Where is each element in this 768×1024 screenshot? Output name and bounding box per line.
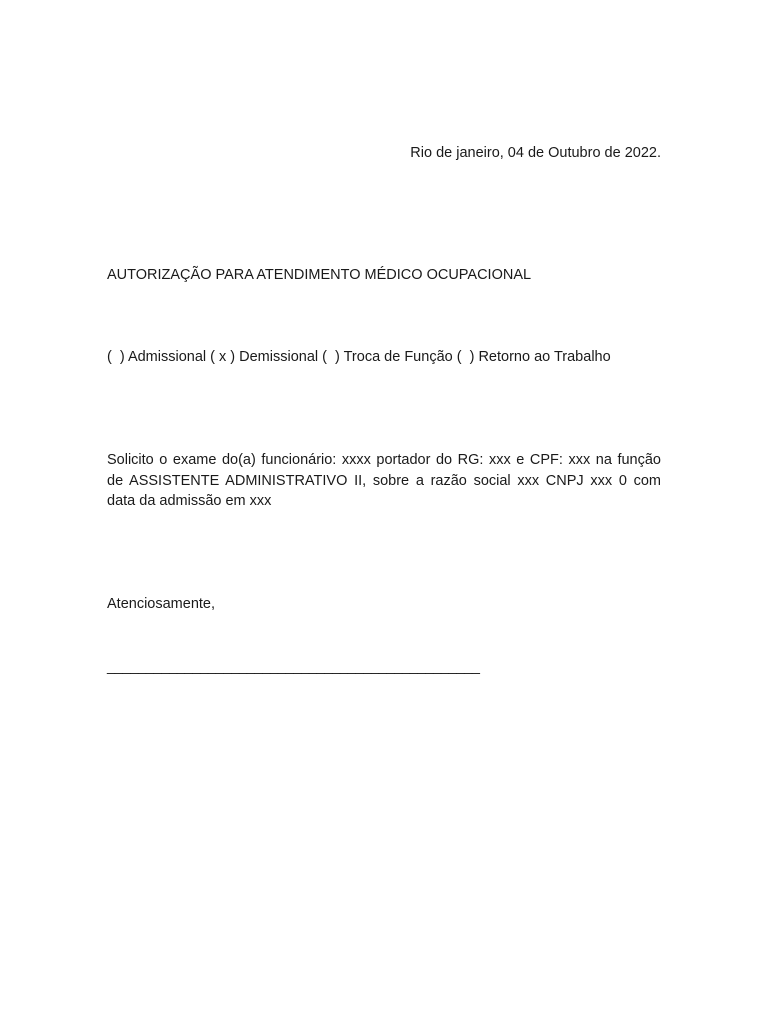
signature-line: ________________________________________________ (107, 659, 480, 675)
paragraph-line: Solicito o exame do(a) funcionário: xxxx portador do RG: xxx e CPF: xxx na função (107, 452, 661, 468)
closing-salutation: Atenciosamente, (107, 596, 216, 612)
paragraph-line: data da admissão em xxx (107, 493, 272, 509)
request-paragraph (107, 450, 661, 512)
exam-type-options: ( ) Admissional ( x ) Demissional ( ) Troca de Função ( ) Retorno ao Trabalho (107, 349, 611, 365)
date-line: Rio de janeiro, 04 de Outubro de 2022. (410, 145, 661, 161)
document-title: AUTORIZAÇÃO PARA ATENDIMENTO MÉDICO OCUPACIONAL (107, 267, 532, 283)
paragraph-line: de ASSISTENTE ADMINISTRATIVO II, sobre a razão social xxx CNPJ xxx 0 com (107, 472, 661, 489)
